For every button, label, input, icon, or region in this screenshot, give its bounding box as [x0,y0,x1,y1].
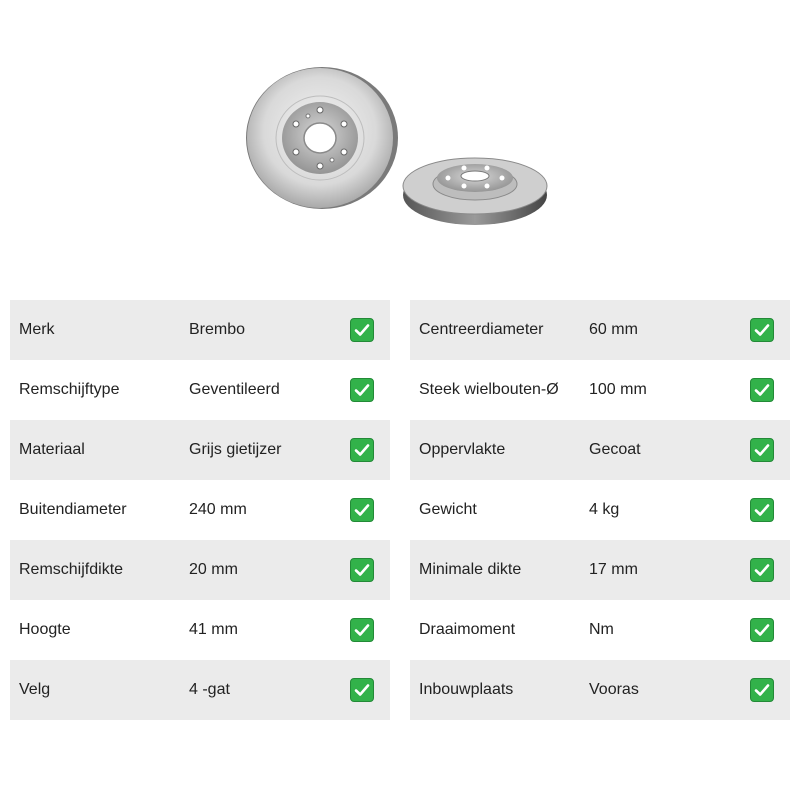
spec-label: Remschijfdikte [19,561,124,578]
spec-label: Steek wielbouten-Ø [419,381,559,398]
check-mark-icon [750,498,774,522]
spec-row [410,660,790,720]
spec-row [410,300,790,360]
check-mark-icon [750,618,774,642]
spec-row [410,360,790,420]
spec-row [10,660,390,720]
check-mark-icon [350,678,374,702]
spec-row [10,480,390,540]
spec-value: 4 -gat [189,681,230,698]
check-mark-icon [750,438,774,462]
spec-table-left [10,300,390,720]
spec-value: Nm [589,621,614,638]
spec-row [10,600,390,660]
spec-value: Brembo [189,321,246,338]
spec-value: 20 mm [189,561,238,578]
spec-label: Materiaal [19,441,85,458]
spec-row [10,300,390,360]
spec-value: Vooras [589,681,639,698]
spec-label: Minimale dikte [419,561,522,578]
spec-value: Grijs gietijzer [189,441,282,458]
spec-label: Velg [19,681,51,698]
spec-label: Centreerdiameter [419,321,544,338]
spec-value: 17 mm [589,561,638,578]
spec-table-right [410,300,790,720]
spec-row [10,420,390,480]
brake-disc-pair-image [240,60,560,230]
spec-value: 100 mm [589,381,647,398]
flat-brake-disc [403,158,547,225]
check-mark-icon [350,498,374,522]
spec-label: Merk [19,321,55,338]
check-mark-icon [750,378,774,402]
brake-disc-illustration [240,60,560,230]
spec-value: 240 mm [189,501,247,518]
spec-value: 60 mm [589,321,638,338]
check-mark-icon [350,618,374,642]
spec-label: Oppervlakte [419,441,506,458]
spec-value: 4 kg [589,501,620,518]
check-mark-icon [350,558,374,582]
spec-row [410,600,790,660]
spec-label: Buitendiameter [19,501,127,518]
spec-label: Gewicht [419,501,477,518]
spec-value: 41 mm [189,621,238,638]
check-mark-icon [350,318,374,342]
spec-label: Inbouwplaats [419,681,514,698]
spec-row [10,540,390,600]
check-mark-icon [750,558,774,582]
spec-value: Geventileerd [189,381,280,398]
check-mark-icon [750,318,774,342]
spec-row [410,420,790,480]
spec-label: Hoogte [19,621,71,638]
front-brake-disc [246,67,398,209]
spec-row [10,360,390,420]
check-mark-icon [350,378,374,402]
check-mark-icon [350,438,374,462]
spec-value: Gecoat [589,441,641,458]
spec-label: Draaimoment [419,621,516,638]
spec-label: Remschijftype [19,381,120,398]
check-mark-icon [750,678,774,702]
spec-row [410,480,790,540]
spec-row [410,540,790,600]
